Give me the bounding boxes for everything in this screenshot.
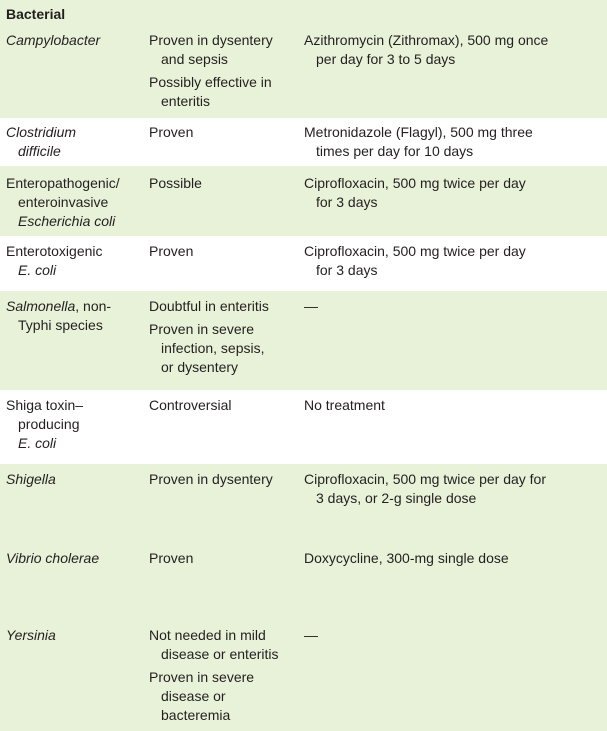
organism-text: Yersinia bbox=[6, 627, 56, 643]
organism-text: difficile bbox=[18, 143, 61, 159]
organism-text: Enterotoxigenic bbox=[6, 243, 103, 259]
organism-line bbox=[6, 193, 141, 212]
table-row bbox=[0, 541, 607, 618]
efficacy-line: Proven bbox=[149, 124, 194, 140]
treatment-line: — bbox=[304, 298, 318, 314]
efficacy-paragraph bbox=[149, 549, 294, 568]
efficacy-paragraph bbox=[149, 668, 294, 725]
organism-line bbox=[6, 123, 141, 142]
organism-line bbox=[6, 174, 141, 193]
efficacy-paragraph bbox=[149, 396, 294, 415]
efficacy-cell bbox=[149, 297, 294, 377]
treatment-line: times per day for 10 days bbox=[316, 143, 474, 159]
efficacy-line: Controversial bbox=[149, 397, 232, 413]
organism-line bbox=[6, 470, 141, 489]
treatment-line: Azithromycin (Zithromax), 500 mg once bbox=[304, 32, 549, 48]
treatment-cell bbox=[304, 174, 600, 212]
organism-cell bbox=[6, 626, 141, 645]
organism-line bbox=[6, 31, 141, 50]
treatment-line: Metronidazole (Flagyl), 500 mg three bbox=[304, 124, 533, 140]
efficacy-line: enteritis bbox=[161, 93, 211, 109]
organism-text: E. coli bbox=[18, 262, 57, 278]
treatment-cell bbox=[304, 123, 600, 161]
efficacy-cell bbox=[149, 174, 294, 193]
table-row bbox=[0, 166, 607, 236]
table-row bbox=[0, 118, 607, 166]
organism-line bbox=[6, 297, 141, 316]
organism-line bbox=[6, 549, 141, 568]
organism-text: Typhi species bbox=[18, 317, 103, 333]
efficacy-line: Proven bbox=[149, 550, 194, 566]
treatment-cell bbox=[304, 297, 600, 316]
treatment-cell bbox=[304, 242, 600, 280]
organism-cell bbox=[6, 123, 141, 161]
organism-text: Shiga toxin– bbox=[6, 397, 84, 413]
organism-text: Escherichia coli bbox=[18, 213, 116, 229]
efficacy-paragraph bbox=[149, 123, 294, 142]
organism-cell bbox=[6, 174, 141, 231]
efficacy-paragraph bbox=[149, 470, 294, 489]
treatment-line: No treatment bbox=[304, 397, 385, 413]
efficacy-paragraph bbox=[149, 242, 294, 261]
table-body bbox=[0, 26, 607, 731]
efficacy-paragraph bbox=[149, 320, 294, 377]
organism-text: Vibrio cholerae bbox=[6, 550, 100, 566]
organism-line bbox=[6, 261, 141, 280]
treatment-line: Ciprofloxacin, 500 mg twice per day for bbox=[304, 471, 546, 487]
efficacy-cell bbox=[149, 626, 294, 725]
organism-text: , non- bbox=[75, 298, 112, 314]
efficacy-line: bacteremia bbox=[161, 707, 231, 723]
table-row bbox=[0, 390, 607, 464]
efficacy-paragraph bbox=[149, 73, 294, 111]
efficacy-line: Possibly effective in bbox=[149, 74, 272, 90]
efficacy-line: Not needed in mild bbox=[149, 627, 266, 643]
efficacy-cell bbox=[149, 123, 294, 142]
table-row bbox=[0, 464, 607, 541]
efficacy-cell bbox=[149, 470, 294, 489]
organism-cell bbox=[6, 297, 141, 335]
efficacy-paragraph bbox=[149, 297, 294, 316]
table-row bbox=[0, 291, 607, 390]
section-title: Bacterial bbox=[0, 0, 607, 26]
treatment-line: 3 days, or 2-g single dose bbox=[316, 490, 477, 506]
table-row bbox=[0, 26, 607, 118]
treatment-line: for 3 days bbox=[316, 194, 378, 210]
efficacy-line: disease or enteritis bbox=[161, 646, 279, 662]
efficacy-cell bbox=[149, 396, 294, 415]
treatment-cell bbox=[304, 396, 600, 415]
table-row bbox=[0, 236, 607, 291]
organism-text: producing bbox=[18, 416, 80, 432]
organism-line bbox=[6, 142, 141, 161]
organism-cell bbox=[6, 242, 141, 280]
treatment-line: for 3 days bbox=[316, 262, 378, 278]
organism-text: Salmonella bbox=[6, 298, 76, 314]
efficacy-cell bbox=[149, 31, 294, 111]
treatment-line: Ciprofloxacin, 500 mg twice per day bbox=[304, 175, 526, 191]
treatment-cell bbox=[304, 626, 600, 645]
organism-line bbox=[6, 434, 141, 453]
organism-text: Enteropathogenic/ bbox=[6, 175, 120, 191]
efficacy-paragraph bbox=[149, 174, 294, 193]
efficacy-cell bbox=[149, 549, 294, 568]
organism-line bbox=[6, 626, 141, 645]
efficacy-line: Proven bbox=[149, 243, 194, 259]
organism-line bbox=[6, 212, 141, 231]
treatment-cell bbox=[304, 31, 600, 69]
efficacy-line: infection, sepsis, bbox=[161, 340, 265, 356]
organism-text: E. coli bbox=[18, 435, 57, 451]
efficacy-line: Proven in severe bbox=[149, 321, 255, 337]
treatment-line: per day for 3 to 5 days bbox=[316, 51, 456, 67]
efficacy-cell bbox=[149, 242, 294, 261]
organism-cell bbox=[6, 549, 141, 568]
efficacy-line: Proven in severe bbox=[149, 669, 255, 685]
treatment-line: Doxycycline, 300-mg single dose bbox=[304, 550, 509, 566]
efficacy-line: disease or bbox=[161, 688, 226, 704]
efficacy-line: Possible bbox=[149, 175, 202, 191]
organism-line bbox=[6, 396, 141, 415]
organism-cell bbox=[6, 396, 141, 453]
table-row bbox=[0, 618, 607, 731]
efficacy-line: and sepsis bbox=[161, 51, 228, 67]
efficacy-line: or dysentery bbox=[161, 359, 239, 375]
efficacy-paragraph bbox=[149, 31, 294, 69]
organism-text: Campylobacter bbox=[6, 32, 101, 48]
efficacy-paragraph bbox=[149, 626, 294, 664]
efficacy-line: Proven in dysentery bbox=[149, 471, 273, 487]
treatment-cell bbox=[304, 549, 600, 568]
treatment-line: Ciprofloxacin, 500 mg twice per day bbox=[304, 243, 526, 259]
organism-cell bbox=[6, 470, 141, 489]
treatment-cell bbox=[304, 470, 600, 508]
organism-text: Shigella bbox=[6, 471, 56, 487]
efficacy-line: Proven in dysentery bbox=[149, 32, 273, 48]
organism-text: enteroinvasive bbox=[18, 194, 109, 210]
organism-cell bbox=[6, 31, 141, 50]
organism-line bbox=[6, 415, 141, 434]
organism-text: Clostridium bbox=[6, 124, 77, 140]
treatment-line: — bbox=[304, 627, 318, 643]
organism-line bbox=[6, 316, 141, 335]
efficacy-line: Doubtful in enteritis bbox=[149, 298, 269, 314]
organism-line bbox=[6, 242, 141, 261]
